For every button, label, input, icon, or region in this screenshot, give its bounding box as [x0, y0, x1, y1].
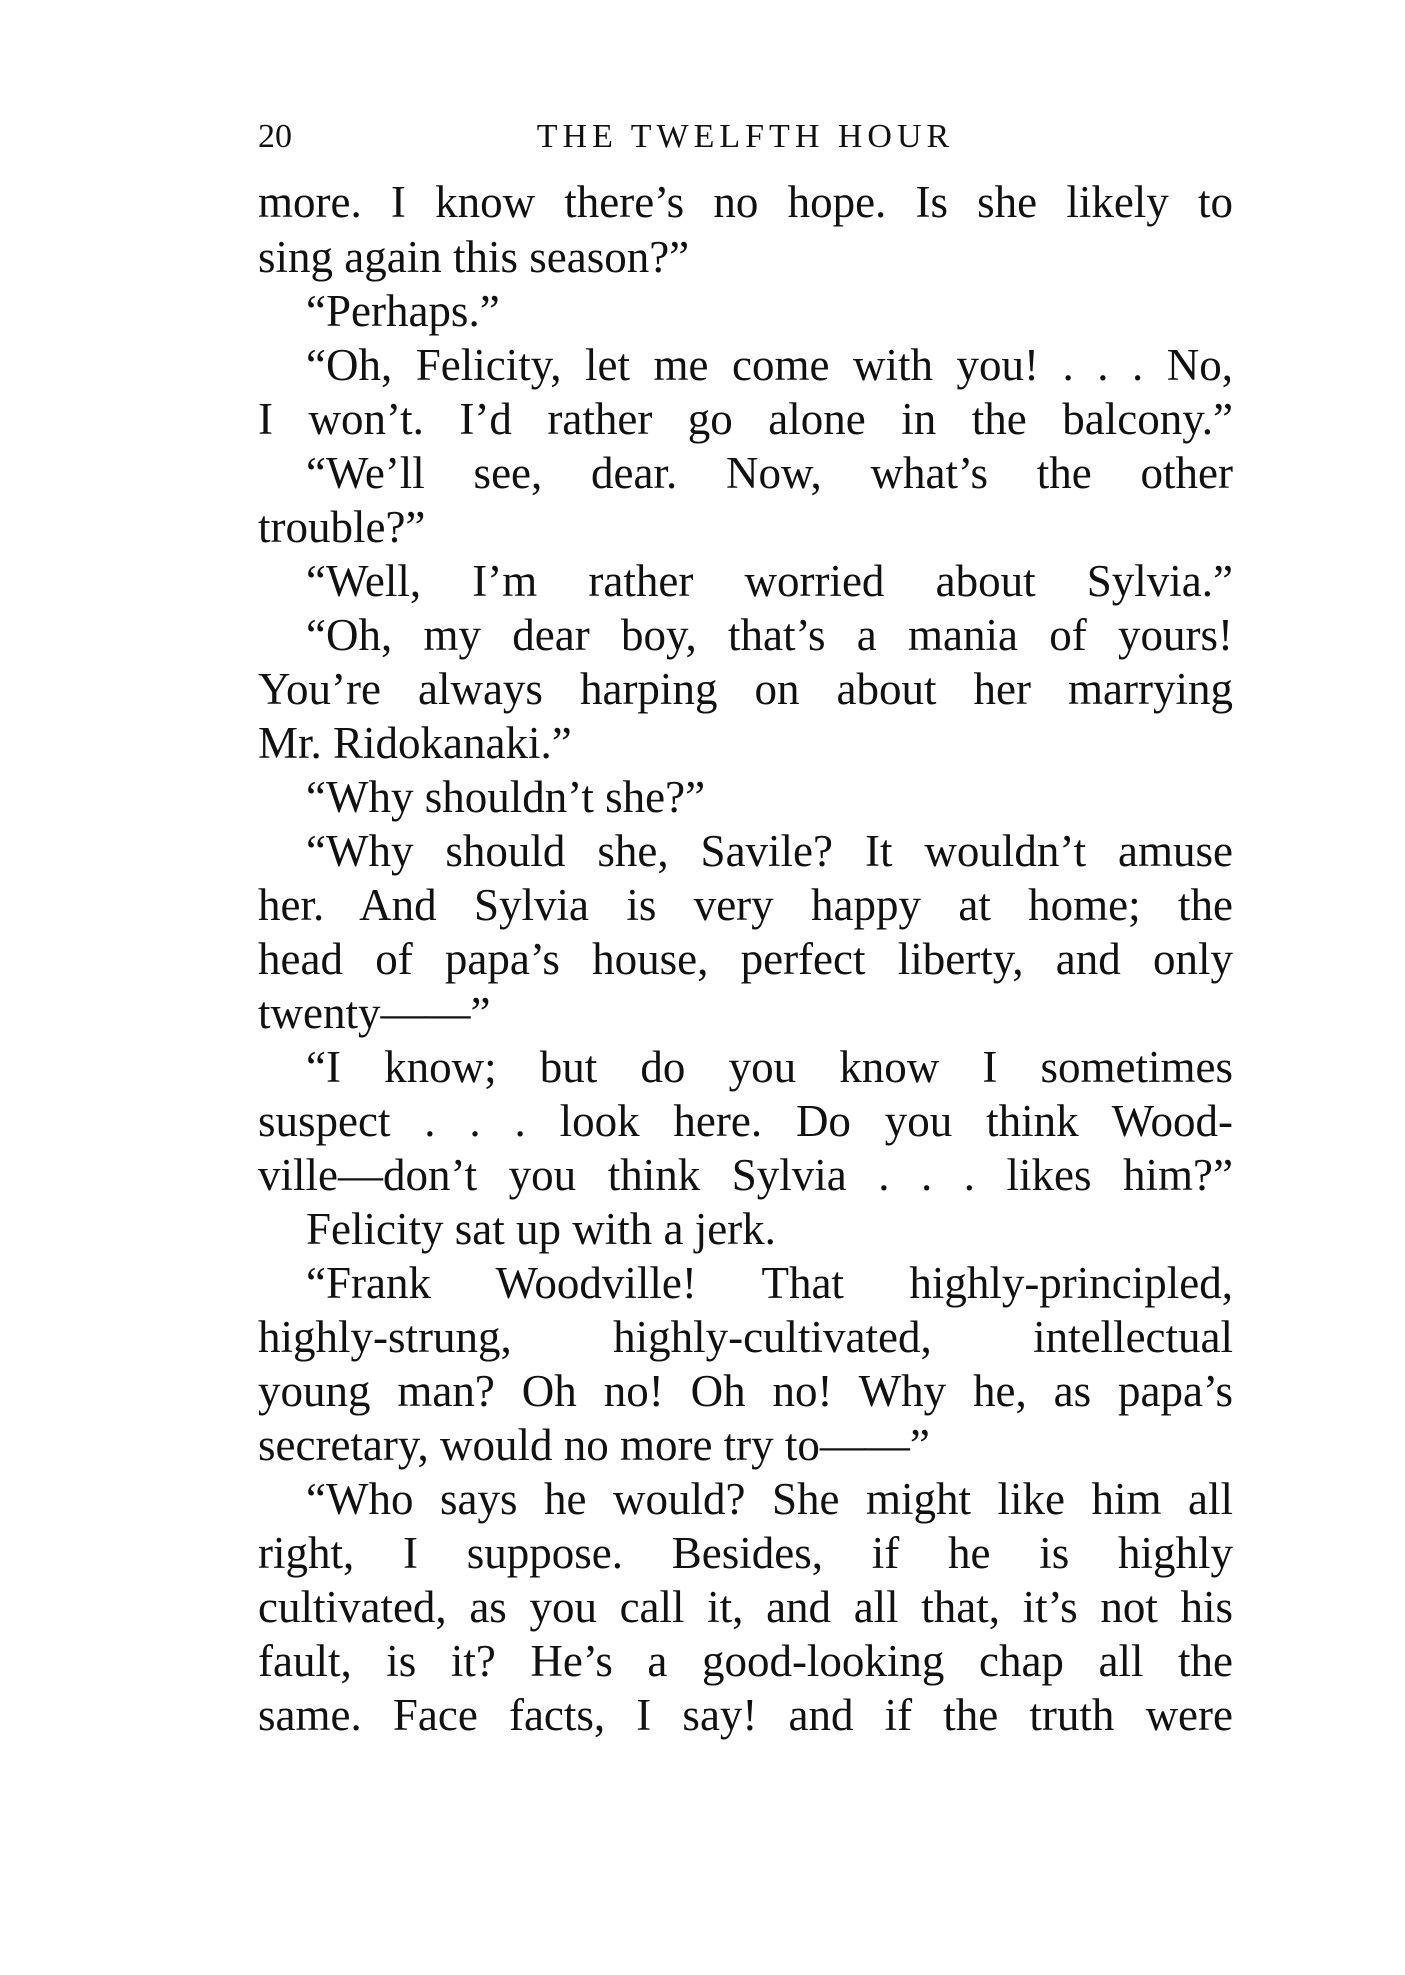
text-line: young man? Oh no! Oh no! Why he, as papa’s	[258, 1366, 1233, 1416]
text-line: “Perhaps.”	[306, 286, 500, 336]
page-header	[258, 115, 1233, 159]
text-line: “Frank Woodville! That highly-principled,	[306, 1258, 1233, 1308]
text-line: “Well, I’m rather worried about Sylvia.”	[306, 556, 1233, 606]
running-title: THE TWELFTH HOUR	[536, 118, 955, 155]
text-line: ville—don’t you think Sylvia . . . likes him?”	[258, 1150, 1233, 1200]
text-line: “Oh, Felicity, let me come with you! . . . No,	[306, 340, 1233, 390]
text-line: sing again this season?”	[258, 232, 690, 282]
text-line: suspect . . . look here. Do you think Wood-	[258, 1096, 1233, 1146]
body-text	[258, 174, 1233, 1742]
text-line: Mr. Ridokanaki.”	[258, 718, 572, 768]
text-line: her. And Sylvia is very happy at home; the	[258, 880, 1233, 930]
text-line: right, I suppose. Besides, if he is highly	[258, 1528, 1233, 1578]
text-line: same. Face facts, I say! and if the truth were	[258, 1690, 1233, 1740]
text-line: “Why should she, Savile? It wouldn’t amuse	[306, 826, 1233, 876]
text-line: “Why shouldn’t she?”	[306, 772, 706, 822]
text-line: “Oh, my dear boy, that’s a mania of yours!	[306, 610, 1233, 660]
text-line: highly-strung, highly-cultivated, intellectual	[258, 1312, 1233, 1362]
text-line: I won’t. I’d rather go alone in the balcony.”	[258, 394, 1233, 444]
text-line: Felicity sat up with a jerk.	[306, 1204, 776, 1254]
text-line: You’re always harping on about her marrying	[258, 664, 1233, 714]
text-line: trouble?”	[258, 502, 426, 552]
text-line: “Who says he would? She might like him all	[306, 1474, 1233, 1524]
text-line: twenty——”	[258, 988, 491, 1038]
text-line: “I know; but do you know I sometimes	[306, 1042, 1233, 1092]
page-number: 20	[258, 118, 292, 155]
text-line: head of papa’s house, perfect liberty, and only	[258, 934, 1233, 984]
text-line: secretary, would no more try to——”	[258, 1420, 930, 1470]
text-line: cultivated, as you call it, and all that, it’s not his	[258, 1582, 1233, 1632]
text-line: more. I know there’s no hope. Is she likely to	[258, 177, 1233, 227]
text-line: fault, is it? He’s a good-looking chap all the	[258, 1636, 1233, 1686]
text-line: “We’ll see, dear. Now, what’s the other	[306, 448, 1233, 498]
